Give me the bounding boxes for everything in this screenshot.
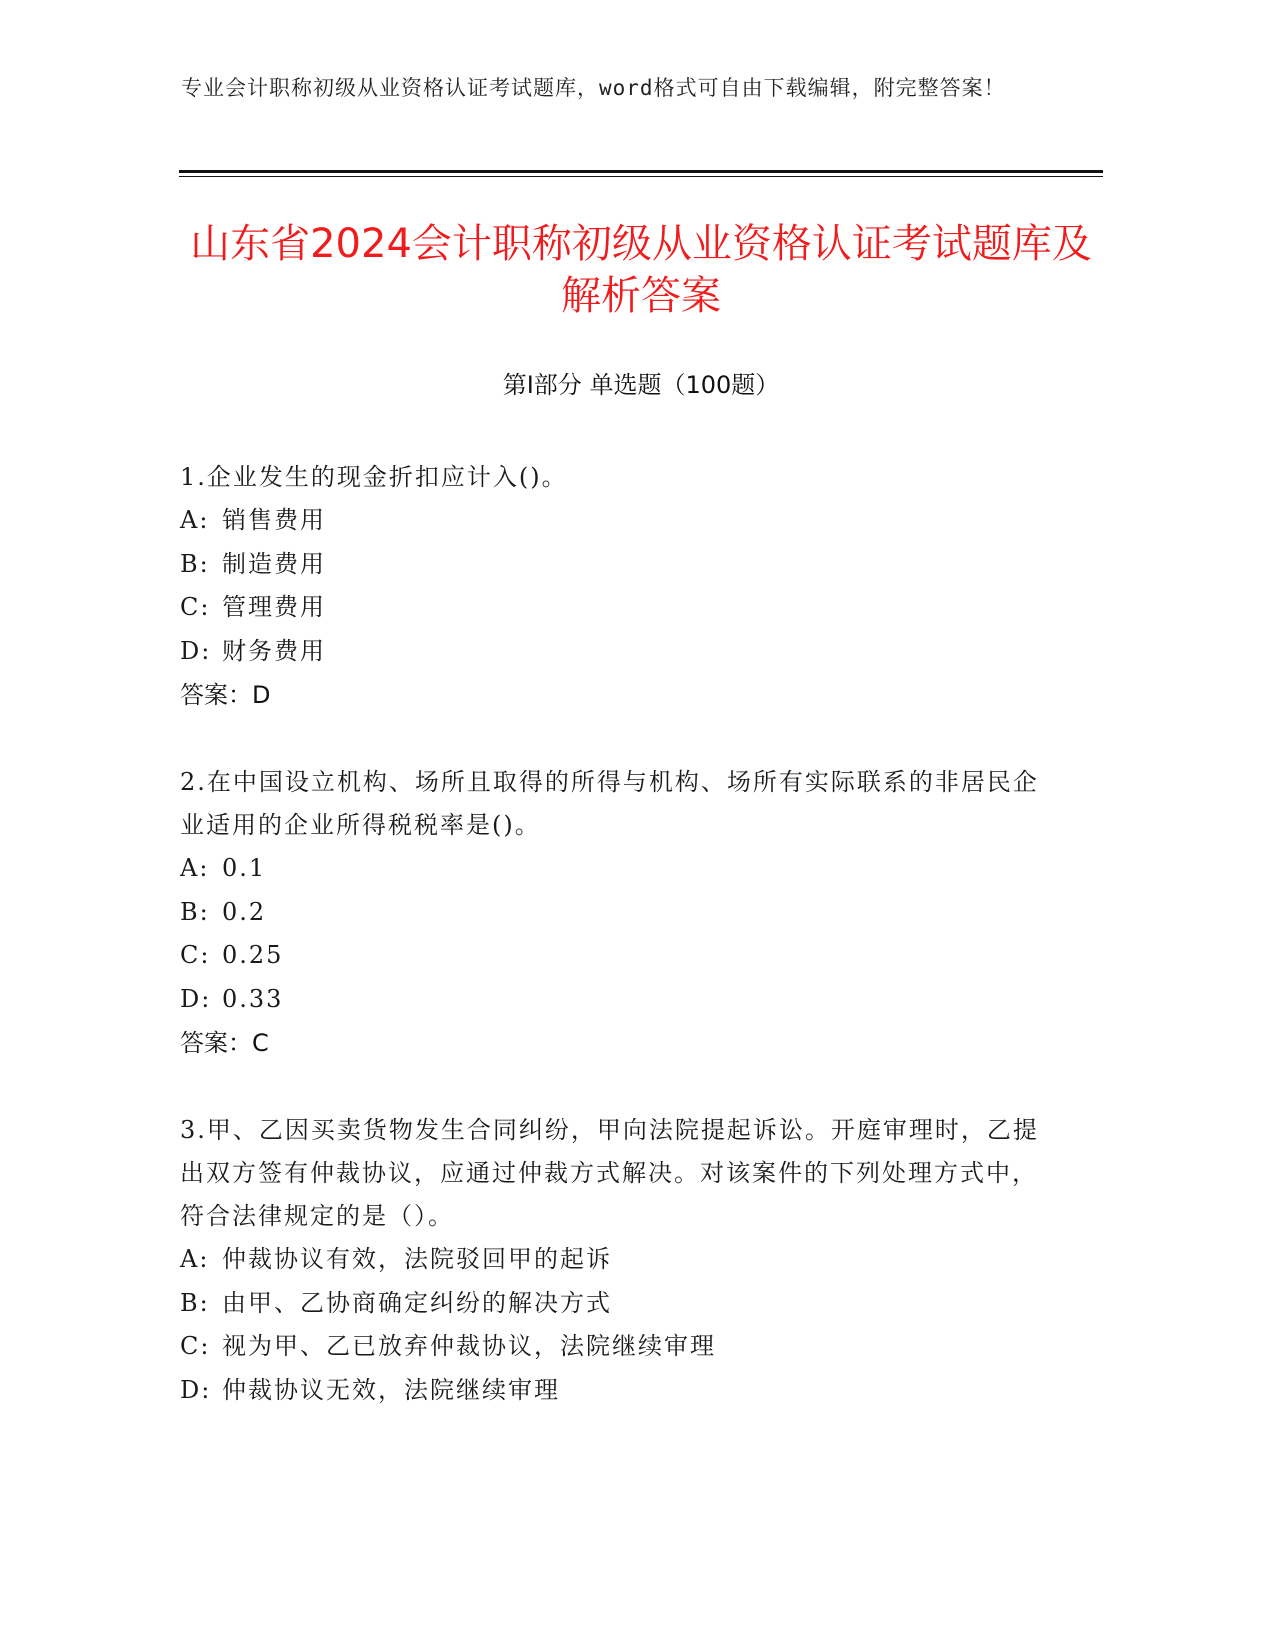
header-rule-thin (179, 176, 1103, 177)
option-letter: D: (180, 636, 212, 665)
answer-value: C (252, 1029, 269, 1057)
option-letter: C: (180, 941, 211, 969)
option-c (180, 1325, 1040, 1369)
option-letter: B: (180, 549, 210, 578)
option-c (180, 934, 1040, 978)
option-d (180, 1369, 1040, 1413)
option-letter: D: (180, 984, 212, 1013)
section-heading: 第I部分 单选题（100题） (502, 371, 780, 399)
option-letter: B: (180, 897, 210, 926)
option-letter: A: (180, 506, 210, 534)
option-letter: C: (180, 593, 211, 621)
option-text: 0.33 (222, 984, 284, 1013)
option-text: 财务费用 (222, 636, 326, 665)
answer-line (180, 673, 1040, 717)
option-c (180, 586, 1040, 630)
header-rule-thick (179, 170, 1103, 173)
option-letter: D: (180, 1375, 212, 1404)
answer-label: 答案： (180, 681, 252, 709)
header-note: 专业会计职称初级从业资格认证考试题库，word格式可自由下载编辑，附完整答案！ (181, 76, 1006, 100)
option-text: 由甲、乙协商确定纠纷的解决方式 (222, 1288, 612, 1317)
document-title: 山东省2024会计职称初级从业资格认证考试题库及解析答案 (190, 221, 1092, 319)
option-letter: C: (180, 1332, 211, 1360)
option-a (180, 1238, 1040, 1282)
question-stem: 1.企业发生的现金折扣应计入()。 (180, 463, 568, 491)
option-text: 0.25 (222, 941, 284, 969)
option-text: 0.1 (222, 854, 267, 882)
option-b (180, 543, 1040, 587)
question-3 (180, 1109, 1040, 1412)
option-d (180, 630, 1040, 674)
option-a (180, 499, 1040, 543)
option-text: 仲裁协议有效，法院驳回甲的起诉 (222, 1245, 612, 1273)
answer-value: D (252, 681, 271, 709)
question-2 (180, 761, 1040, 1065)
option-text: 仲裁协议无效，法院继续审理 (222, 1375, 560, 1404)
option-text: 0.2 (222, 897, 267, 926)
option-d (180, 978, 1040, 1022)
question-stem: 3.甲、乙因买卖货物发生合同纠纷，甲向法院提起诉讼。开庭审理时，乙提出双方签有仲裁协议，应通过仲裁方式解决。对该案件的下列处理方式中，符合法律规定的是（）。 (180, 1116, 1039, 1230)
question-stem: 2.在中国设立机构、场所且取得的所得与机构、场所有实际联系的非居民企业适用的企业所得税税率是()。 (180, 768, 1039, 839)
option-letter: A: (180, 854, 210, 882)
option-b (180, 1282, 1040, 1326)
option-letter: A: (180, 1245, 210, 1273)
question-1 (180, 456, 1040, 717)
option-b (180, 891, 1040, 935)
answer-label: 答案： (180, 1029, 252, 1057)
option-a (180, 847, 1040, 891)
option-text: 销售费用 (222, 506, 326, 534)
option-letter: B: (180, 1288, 210, 1317)
question-list (180, 456, 1040, 1456)
option-text: 管理费用 (222, 593, 326, 621)
option-text: 制造费用 (222, 549, 326, 578)
answer-line (180, 1021, 1040, 1065)
option-text: 视为甲、乙已放弃仲裁协议，法院继续审理 (222, 1332, 716, 1360)
